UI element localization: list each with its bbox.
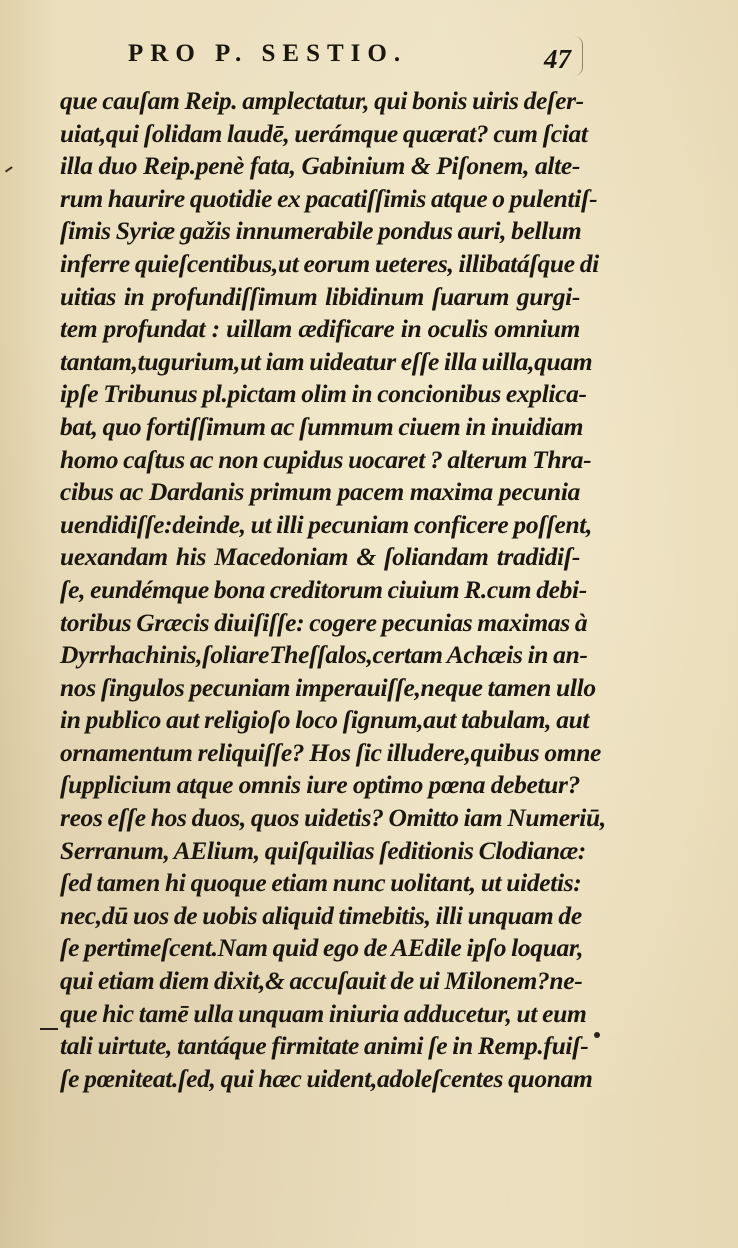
- text-line: ornamentum reliquiſſe? Hos ſic illudere,quibus omne: [60, 737, 602, 767]
- body-text: [60, 85, 606, 1095]
- page-number: 47: [544, 44, 571, 74]
- text-line: ſe pertimeſcent.Nam quid ego de AEdile ipſo loquar,: [60, 933, 584, 963]
- text-line: bat, quo fortiſſimum ac ſummum ciuem in inuidiam: [60, 411, 584, 441]
- text-line: toribus Græcis diuiſiſſe: cogere pecunias maximas à: [60, 607, 588, 637]
- text-line: uexandam his Macedoniam & ſoliandam tradidiſ-: [60, 542, 580, 572]
- text-line: tem profundat : uillam ædificare in oculis omnium: [60, 314, 580, 344]
- text-line: rum haurire quotidie ex pacatiſſimis atque o pulentiſ-: [60, 183, 598, 213]
- text-line: ſimis Syriæ gažis innumerabile pondus auri, bellum: [60, 216, 582, 246]
- text-line: tantam,tugurium,ut iam uideatur eſſe illa uilla,quam: [60, 346, 593, 376]
- text-line: homo caſtus ac non cupidus uocaret ? alterum Thra-: [60, 444, 592, 474]
- margin-mark: [5, 166, 15, 176]
- text-line: nec,dū uos de uobis aliquid timebitis, illi unquam de: [60, 900, 582, 930]
- ink-mark: [574, 36, 583, 76]
- text-line: Serranum, AElium, quiſquilias ſeditionis Clodianæ:: [60, 835, 586, 865]
- text-line: ipſe Tribunus pl.pictam olim in concionibus explica-: [60, 379, 587, 409]
- text-line: illa duo Reip.penè fata, Gabinium & Piſonem, alte-: [60, 151, 580, 181]
- margin-dot: [594, 1032, 600, 1038]
- text-line: in publico aut religioſo loco ſignum,aut tabulam, aut: [60, 705, 590, 735]
- text-line: qui etiam diem dixit,& accuſauit de ui Milonem?ne-: [60, 966, 583, 996]
- text-line: uendidiſſe:deinde, ut illi pecuniam conficere poſſent,: [60, 509, 593, 539]
- text-line: que cauſam Reip. amplectatur, qui bonis uiris deſer-: [60, 86, 584, 115]
- text-line: reos eſſe hos duos, quos uidetis? Omitto iam Numeriū,: [60, 803, 606, 833]
- text-line: que hic tamē ulla unquam iniuria adducetur, ut eum: [60, 998, 587, 1028]
- margin-dash: [40, 1028, 58, 1030]
- text-line: ſupplicium atque omnis iure optimo pœna debetur?: [60, 770, 580, 800]
- text-line: Dyrrhachinis,ſoliareTheſſalos,certam Achæis in an-: [60, 640, 588, 670]
- text-line: nos ſingulos pecuniam imperauiſſe,neque tamen ullo: [60, 672, 596, 702]
- running-head: PRO P. SESTIO.: [128, 40, 408, 67]
- text-line: ſed tamen hi quoque etiam nunc uolitant, ut uidetis:: [60, 868, 582, 898]
- text-line: uitias in profundiſſimum libidinum ſuarum gurgi-: [60, 281, 580, 311]
- text-line: ſe pœniteat.ſed, qui hæc uident,adoleſcentes quonam: [60, 1063, 593, 1093]
- text-line: cibus ac Dardanis primum pacem maxima pecunia: [60, 477, 580, 507]
- text-line: inferre quieſcentibus,ut eorum ueteres, illibatáſque di: [60, 248, 599, 278]
- text-line: tali uirtute, tantáque firmitate animi ſe in Remp.fuiſ-: [60, 1031, 589, 1061]
- text-line: ſe, eundémque bona creditorum ciuium R.cum debi-: [60, 574, 587, 604]
- text-line: uiat,qui ſolidam laudē, uerámque quærat? cum ſciat: [60, 118, 588, 148]
